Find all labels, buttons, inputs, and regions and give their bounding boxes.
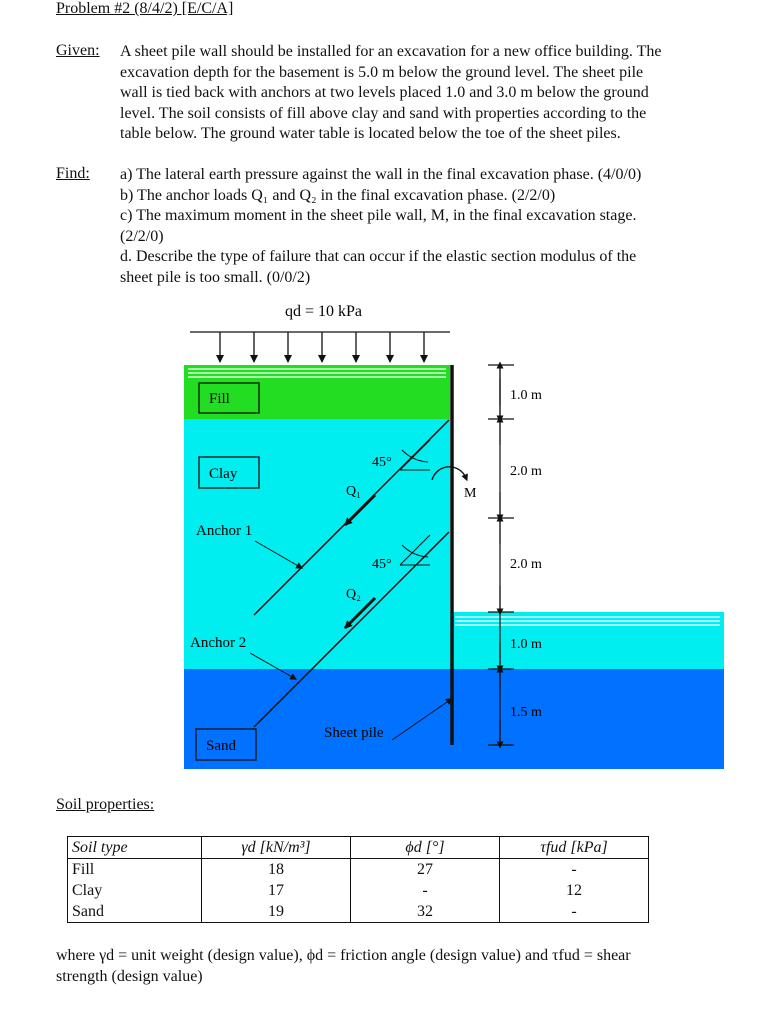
find-line: b) The anchor loads Q₁ and Q₂ in the final excavation phase. (2/2/0)	[120, 186, 556, 204]
given-line: level. The soil consists of fill above clay and sand with properties according to the	[120, 104, 647, 122]
table-cell: 19	[202, 901, 351, 923]
dim-3: 2.0 m	[510, 557, 542, 572]
soil-properties-table	[67, 836, 649, 923]
table-header-cell: Soil type	[68, 837, 202, 859]
given-label: Given:	[56, 42, 100, 59]
sand-label: Sand	[206, 738, 236, 754]
given-line: wall is tied back with anchors at two levels placed 1.0 and 3.0 m below the ground	[120, 84, 649, 101]
table-cell: 32	[351, 901, 500, 923]
dim-1: 1.0 m	[510, 388, 542, 403]
find-line: c) The maximum moment in the sheet pile wall, M, in the final excavation stage.	[120, 207, 637, 224]
table-row	[68, 859, 649, 881]
table-cell: 12	[500, 880, 649, 901]
table-cell: Clay	[68, 880, 202, 901]
table-cell: -	[351, 880, 500, 901]
fill-label: Fill	[209, 391, 230, 407]
table-cell: -	[500, 901, 649, 923]
find-line: a) The lateral earth pressure against the wall in the final excavation phase. (4/0/0)	[120, 166, 642, 183]
footnote	[56, 946, 631, 987]
dim-2: 2.0 m	[510, 464, 542, 479]
footnote-line: strength (design value)	[56, 967, 203, 985]
surcharge-label: qd = 10 kPa	[285, 303, 363, 320]
find-line: sheet pile is too small. (0/0/2)	[120, 268, 311, 286]
table-row	[68, 901, 649, 923]
table-header-cell: τfud [kPa]	[500, 837, 649, 859]
table-cell: -	[500, 859, 649, 881]
given-line: A sheet pile wall should be installed for an excavation for a new office building. The	[120, 43, 662, 60]
table-header-cell: γd [kN/m³]	[202, 837, 351, 859]
footnote-line: where γd = unit weight (design value), ϕd = friction angle (design value) and τfud = shear	[56, 947, 631, 964]
table-row	[68, 880, 649, 901]
find-label: Find:	[56, 165, 90, 182]
table-header-cell: ϕd [°]	[351, 837, 500, 859]
angle-1-label: 45°	[372, 455, 392, 470]
surcharge-arrows	[190, 332, 450, 362]
find-line: d. Describe the type of failure that can occur if the elastic section modulus of the	[120, 248, 637, 265]
table-cell: 18	[202, 859, 351, 881]
clay-label: Clay	[209, 466, 238, 482]
table-cell: 27	[351, 859, 500, 881]
table-cell: Fill	[68, 859, 202, 881]
moment-label: M	[464, 486, 477, 501]
sand-layer	[184, 669, 724, 769]
table-cell: Sand	[68, 901, 202, 923]
find-line: (2/2/0)	[120, 227, 164, 245]
angle-2-label: 45°	[372, 557, 392, 572]
q1-label: Q₁	[346, 484, 361, 499]
given-line: table below. The ground water table is located below the toe of the sheet piles.	[120, 125, 621, 142]
sheet-pile-label: Sheet pile	[324, 725, 384, 741]
dim-5: 1.5 m	[510, 705, 542, 720]
anchor-1-label: Anchor 1	[196, 523, 253, 539]
anchor-2-label: Anchor 2	[190, 635, 247, 651]
table-cell: 17	[202, 880, 351, 901]
table-header-row	[68, 837, 649, 859]
problem-header-text: Problem #2 (8/4/2) [E/C/A]	[56, 0, 234, 17]
soil-properties-title: Soil properties:	[56, 796, 155, 813]
q2-label: Q₂	[346, 587, 361, 602]
given-line: excavation depth for the basement is 5.0 m below the ground level. The sheet pile	[120, 63, 644, 81]
dim-4: 1.0 m	[510, 637, 542, 652]
